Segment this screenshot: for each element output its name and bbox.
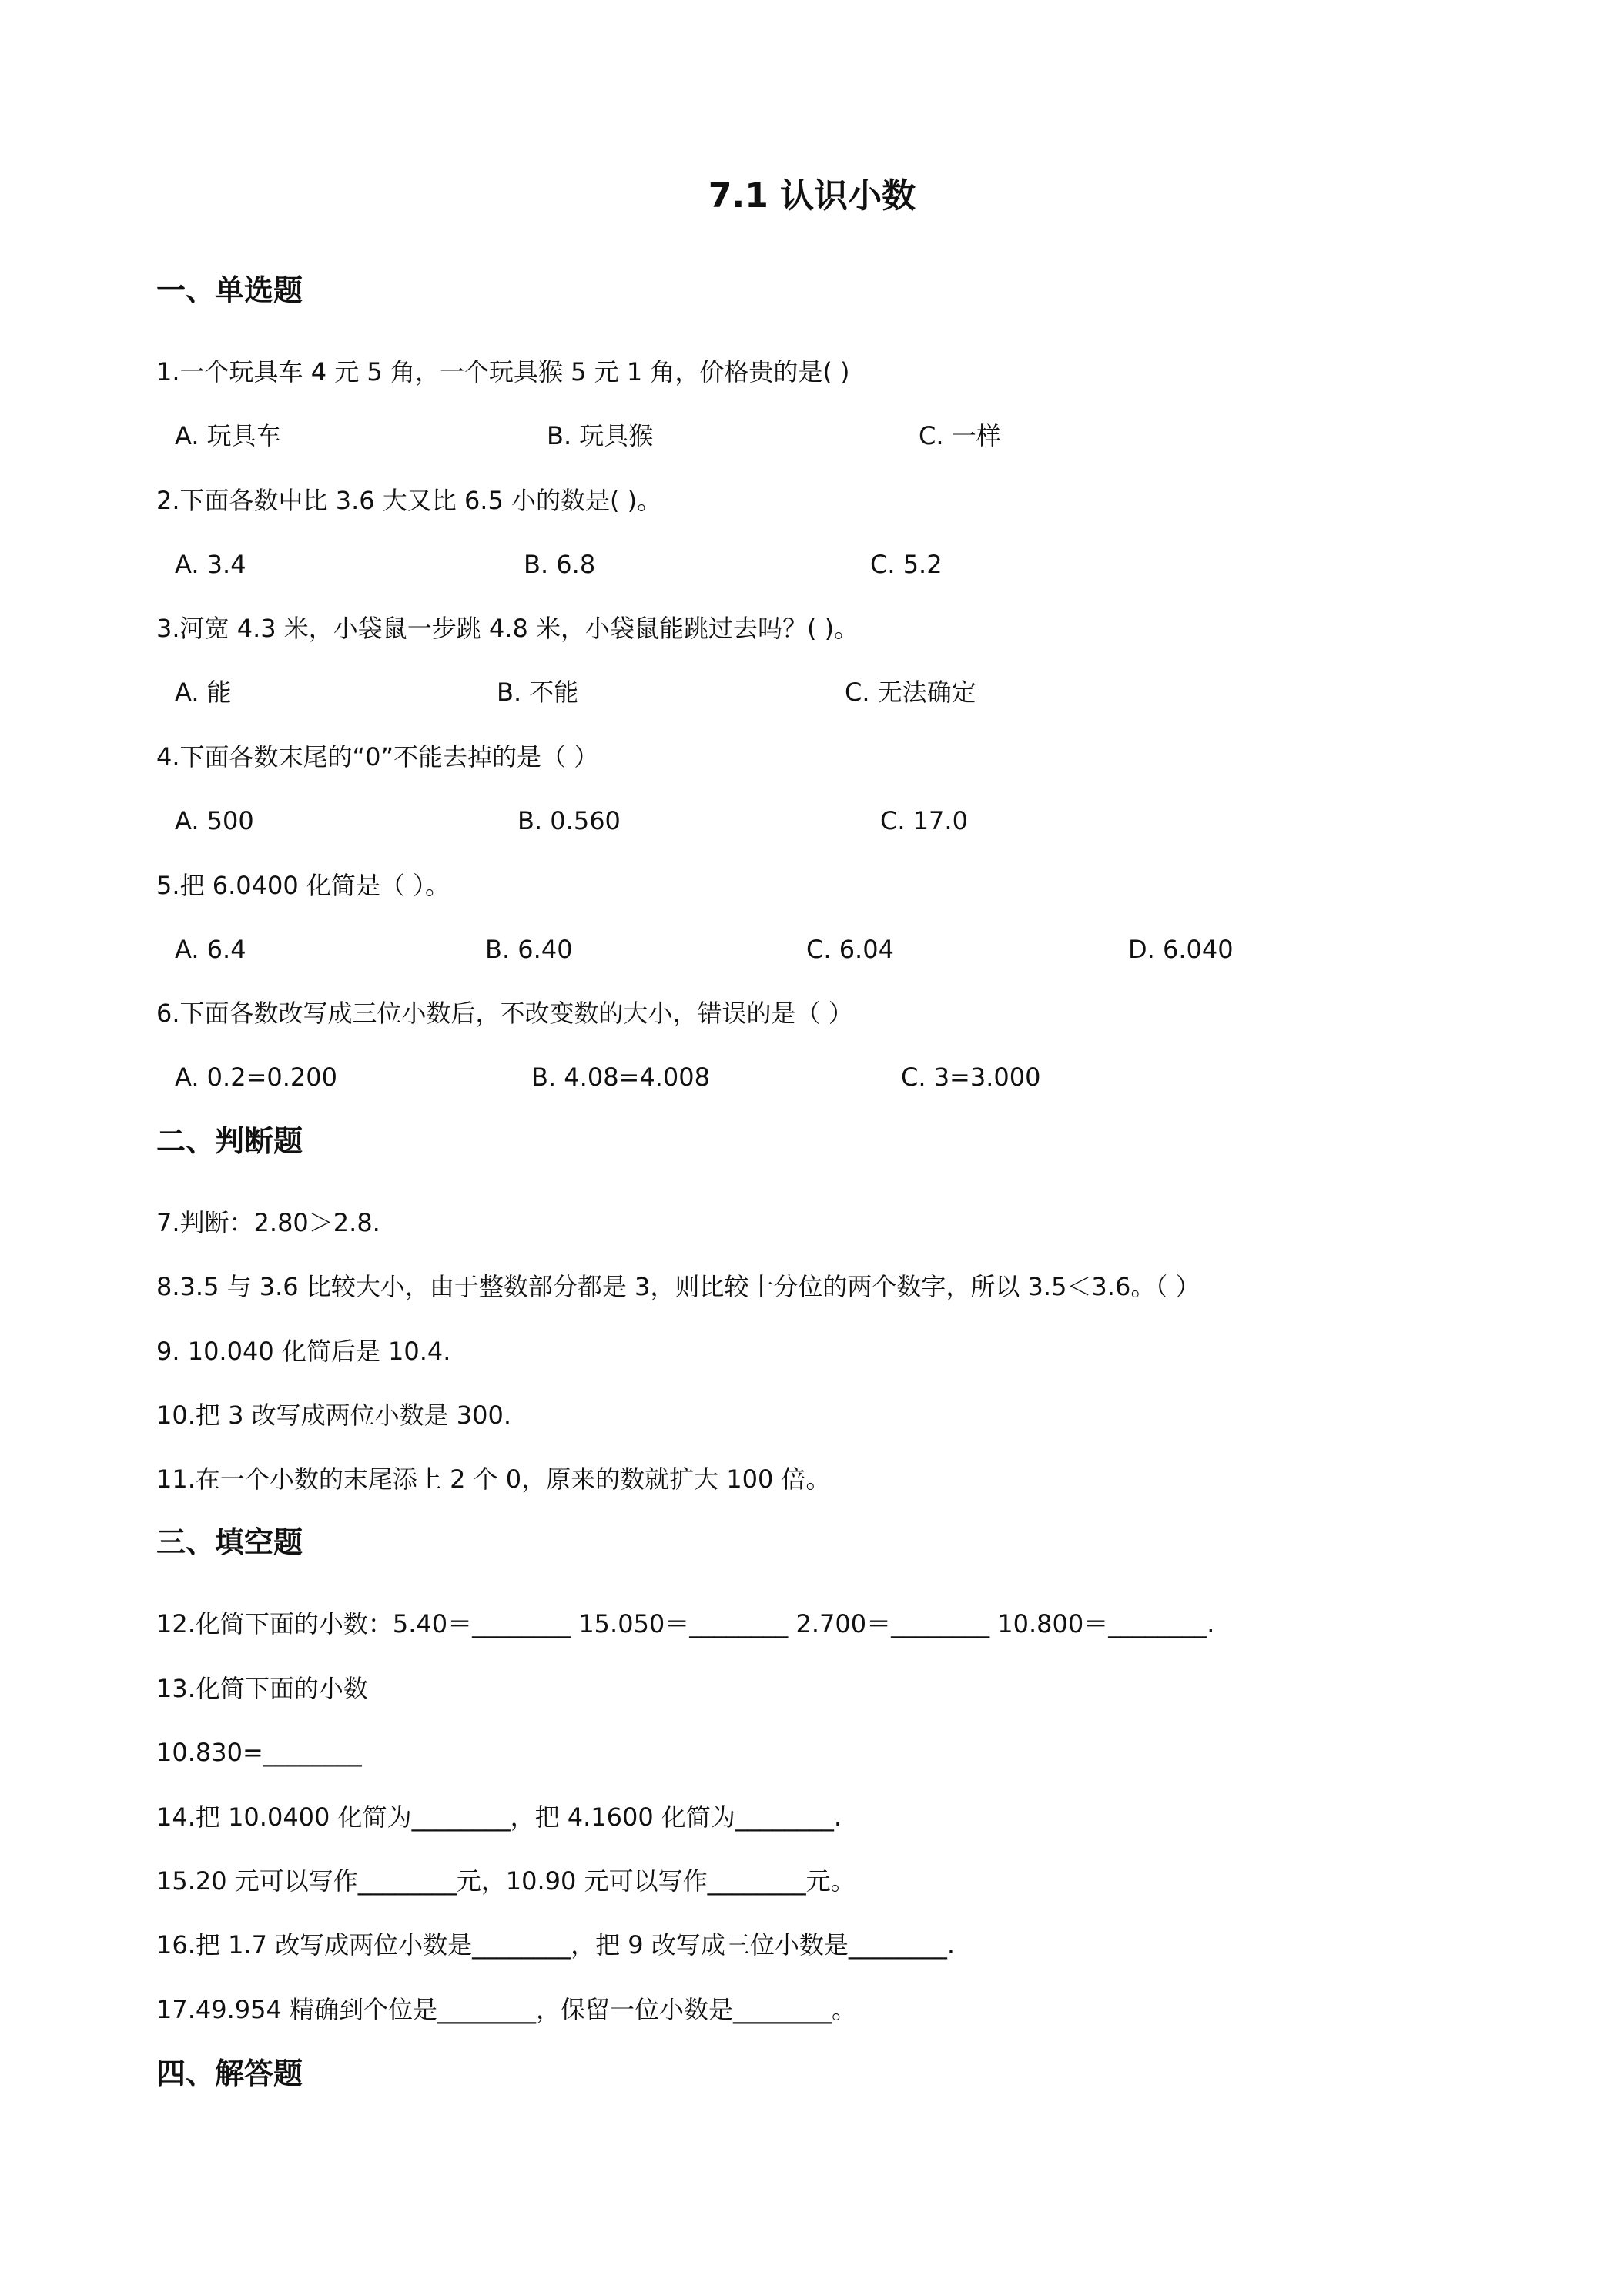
question-14: 14.把 10.0400 化简为________，把 4.1600 化简为________. bbox=[156, 1802, 842, 1832]
question-15: 15.20 元可以写作________元，10.90 元可以写作________元。 bbox=[156, 1866, 856, 1896]
question-2: 2.下面各数中比 3.6 大又比 6.5 小的数是( )。 bbox=[156, 486, 662, 515]
question-6-option-a: A. 0.2=0.200 bbox=[175, 1063, 337, 1092]
question-1: 1.一个玩具车 4 元 5 角，一个玩具猴 5 元 1 角，价格贵的是( ) bbox=[156, 357, 850, 387]
question-4: 4.下面各数末尾的“0”不能去掉的是（ ） bbox=[156, 742, 599, 771]
question-8: 8.3.5 与 3.6 比较大小，由于整数部分都是 3，则比较十分位的两个数字，所以 3.5＜3.6。（ ） bbox=[156, 1272, 1200, 1301]
question-10: 10.把 3 改写成两位小数是 300. bbox=[156, 1401, 512, 1430]
section-heading-single-choice: 一、单选题 bbox=[156, 273, 303, 307]
question-4-option-a: A. 500 bbox=[175, 806, 254, 835]
question-5-option-a: A. 6.4 bbox=[175, 935, 246, 964]
question-17: 17.49.954 精确到个位是________，保留一位小数是________。 bbox=[156, 1995, 857, 2024]
question-5-option-b: B. 6.40 bbox=[485, 935, 573, 964]
question-13-item: 10.830=________ bbox=[156, 1738, 362, 1767]
question-4-option-b: B. 0.560 bbox=[517, 806, 621, 835]
question-12: 12.化简下面的小数：5.40＝________ 15.050＝________ 2.700＝________ 10.800＝________. bbox=[156, 1609, 1215, 1638]
question-6-option-c: C. 3=3.000 bbox=[901, 1063, 1041, 1092]
question-6-option-b: B. 4.08=4.008 bbox=[531, 1063, 710, 1092]
question-1-option-c: C. 一样 bbox=[919, 421, 1001, 450]
question-5-option-d: D. 6.040 bbox=[1128, 935, 1234, 964]
question-3-option-a: A. 能 bbox=[175, 678, 232, 707]
question-2-option-b: B. 6.8 bbox=[524, 550, 596, 579]
question-2-option-c: C. 5.2 bbox=[870, 550, 943, 579]
question-5-option-c: C. 6.04 bbox=[806, 935, 894, 964]
section-heading-true-false: 二、判断题 bbox=[156, 1124, 303, 1158]
question-16: 16.把 1.7 改写成两位小数是________，把 9 改写成三位小数是________. bbox=[156, 1930, 956, 1960]
question-2-option-a: A. 3.4 bbox=[175, 550, 246, 579]
question-9: 9. 10.040 化简后是 10.4. bbox=[156, 1337, 451, 1366]
question-3-option-c: C. 无法确定 bbox=[845, 678, 976, 707]
question-3-option-b: B. 不能 bbox=[497, 678, 579, 707]
question-3: 3.河宽 4.3 米，小袋鼠一步跳 4.8 米，小袋鼠能跳过去吗？( )。 bbox=[156, 614, 859, 643]
question-6: 6.下面各数改写成三位小数后，不改变数的大小，错误的是（ ） bbox=[156, 999, 853, 1028]
question-5: 5.把 6.0400 化简是（ ）。 bbox=[156, 871, 450, 900]
question-11: 11.在一个小数的末尾添上 2 个 0，原来的数就扩大 100 倍。 bbox=[156, 1464, 831, 1494]
question-13: 13.化简下面的小数 bbox=[156, 1674, 368, 1703]
question-7: 7.判断：2.80＞2.8. bbox=[156, 1208, 380, 1237]
question-1-option-a: A. 玩具车 bbox=[175, 421, 281, 450]
question-1-option-b: B. 玩具猴 bbox=[547, 421, 654, 450]
section-heading-answer: 四、解答题 bbox=[156, 2057, 303, 2090]
question-4-option-c: C. 17.0 bbox=[880, 806, 968, 835]
page-title: 7.1 认识小数 bbox=[708, 176, 916, 216]
section-heading-fill-blank: 三、填空题 bbox=[156, 1525, 303, 1559]
